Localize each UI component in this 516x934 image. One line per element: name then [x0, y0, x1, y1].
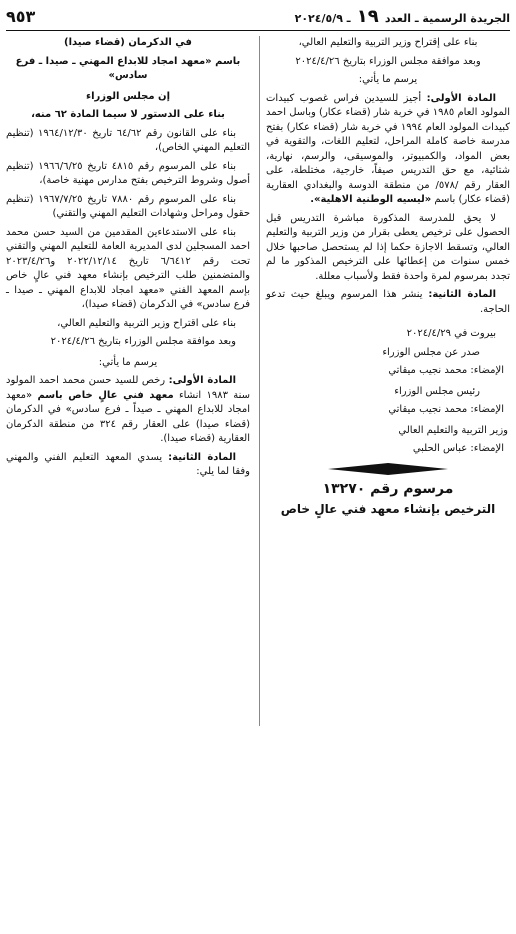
separator-ornament [266, 463, 510, 475]
article-two-label: المادة الثانية: [428, 289, 496, 300]
article-two [266, 288, 510, 317]
prime-minister-title: رئيس مجلس الوزراء [394, 385, 480, 397]
left-column [6, 36, 250, 484]
signature-3: الإمضاء: عباس الحلبي [412, 443, 504, 454]
right-column [259, 36, 510, 726]
left-article-two-label: المادة الثانية: [168, 451, 237, 463]
signature-2: الإمضاء: محمد نجيب ميقاتي [388, 404, 504, 415]
school-name: «ليسيه الوطنية الاهلية». [310, 194, 432, 205]
left-article-two [6, 451, 250, 480]
signature-1: الإمضاء: محمد نجيب ميقاتي [388, 365, 504, 376]
article-one-text: أجيز للسيدين فراس غصوب كبيدات المولود العام ١٩٨٥ في خربة شار (قضاء عكار) وباسل احمد كبيدات المولود العام ١٩٩٤ في خربة شار (قضاء عكار) بفتح مدرسة خاصة كاملة المراحل، لتعليم اللغات، والتقوية في بعض المواد، والكمبيوتر، والموسيقى، والرسم، نهارية، شتائية، مع حق التدريس صيفاً، خارجية، مختلطة، على العقار رقم /٥٧٨/ من منطقة الدوسة والبغدادي العقارية (قضاء عكار) باسم [266, 92, 511, 205]
minister-title: وزير التربية والتعليم العالي [398, 424, 508, 436]
decree-intro: يرسم ما يأتي: [358, 74, 418, 85]
issue-date: ـ ٢٠٢٤/٥/٩ [294, 11, 351, 25]
gazette-title: الجريدة الرسمية ـ العدد [384, 11, 510, 25]
basis-proposal: بناء على اقتراح وزير التربية والتعليم العالي، [57, 317, 236, 329]
institute-heading: باسم «معهد امجاد للابداع المهني ـ صيدا ـ فرع سادس» [15, 55, 241, 81]
decree-title: الترخيص بإنشاء معهد فني عالٍ خاص [280, 501, 496, 516]
left-article-one [6, 374, 250, 447]
page-header [6, 4, 510, 31]
issued-by: صدر عن مجلس الوزراء [382, 346, 480, 358]
basis-law: بناء على القانون رقم ٦٤/٦٢ تاريخ ١٩٦٤/١٢/٣٠ (تنظيم التعليم المهني الخاص)، [6, 127, 250, 153]
article-two-text: ينشر هذا المرسوم ويبلغ حيث تدعو الحاجة. [266, 289, 510, 315]
basis-decree-4815: بناء على المرسوم رقم ٤٨١٥ تاريخ ١٩٦٦/٦/٢٥ (تنظيم أصول وشروط الترخيص بفتح مدارس مهنية خاصة)، [6, 160, 250, 186]
conditions-paragraph: لا يحق للمدرسة المذكورة مباشرة التدريس قبل الحصول على ترخيص يعطى بقرار من وزير التربية والتعليم العالي، وتسقط الاجازة حكما إذا لم يستحصل صاحبها خلال خمس سنوات من إعطائها على الترخيص المذكور ما لم تجدد بمرسوم لمرة واحدة فقط ولأسباب معللة. [266, 212, 510, 282]
basis-approval: وبعد موافقة مجلس الوزراء بتاريخ ٢٠٢٤/٤/٢٦ [50, 336, 236, 347]
basis-applications: بناء على الاستدعاءين المقدمين من السيد حسن محمد احمد المسجلين لدى المديرية العامة للتعليم المهني والتقني تحت رقم ٦/٦٤١٢ تاريخ ٢٠٢٢/١٢/١٤ و٢٠٢٣/٤/٢٦ والمتضمنين طلب الترخيص بإنشاء معهد فني عالٍ خاص بإسم المعهد الفني «معهد امجاد للابداع المهني ـ صيدا ـ فرع سادس» في الدكرمان (قضاء صيدا)، [6, 226, 250, 310]
constitution-basis: بناء على الدستور لا سيما المادة ٦٢ منه، [31, 109, 225, 120]
decree-intro-left: يرسم ما يأتي: [98, 356, 158, 368]
issue-number: ١٩ [356, 5, 379, 27]
left-article-one-label: المادة الأولى: [168, 375, 236, 386]
header-right [295, 4, 510, 30]
article-one [266, 92, 510, 208]
place-date: بيروت في ٢٠٢٤/٤/٢٩ [406, 328, 496, 339]
location-heading: في الدكرمان (قضاء صيدا) [64, 37, 192, 48]
decree-number: مرسوم رقم ١٣٢٧٠ [322, 480, 454, 497]
council-heading: إن مجلس الوزراء [85, 90, 171, 102]
approval-line: وبعد موافقة مجلس الوزراء بتاريخ ٢٠٢٤/٤/٢٦ [295, 55, 481, 67]
article-one-label: المادة الأولى: [426, 92, 496, 104]
left-article-two-text: يسدي المعهد التعليم الفني والمهني وفقا لما يلي: [6, 451, 250, 477]
basis-decree-7880: بناء على المرسوم رقم ٧٨٨٠ تاريخ ١٩٦٧/٧/٢٥ (تنظيم حقول ومراحل وشهادات التعليم المهني والتقني) [6, 193, 250, 219]
left-article-one-bold: معهد فني عالٍ خاص باسم [37, 389, 174, 401]
page-number: ٩٥٣ [6, 6, 36, 26]
left-article-one-text-a: رخص للسيد حسن محمد احمد المولود سنة ١٩٨٣ انشاء [6, 375, 251, 401]
proposal-line: بناء على إقتراح وزير التربية والتعليم العالي، [298, 37, 478, 48]
left-article-one-text-b: «معهد امجاد للابداع المهني ـ صيداً ـ فرع سادس» في الدكرمان (قضاء صيدا) على العقار رقم ٣٢٤ من منطقة الدكرمان العقارية (قضاء صيدا). [6, 389, 250, 444]
